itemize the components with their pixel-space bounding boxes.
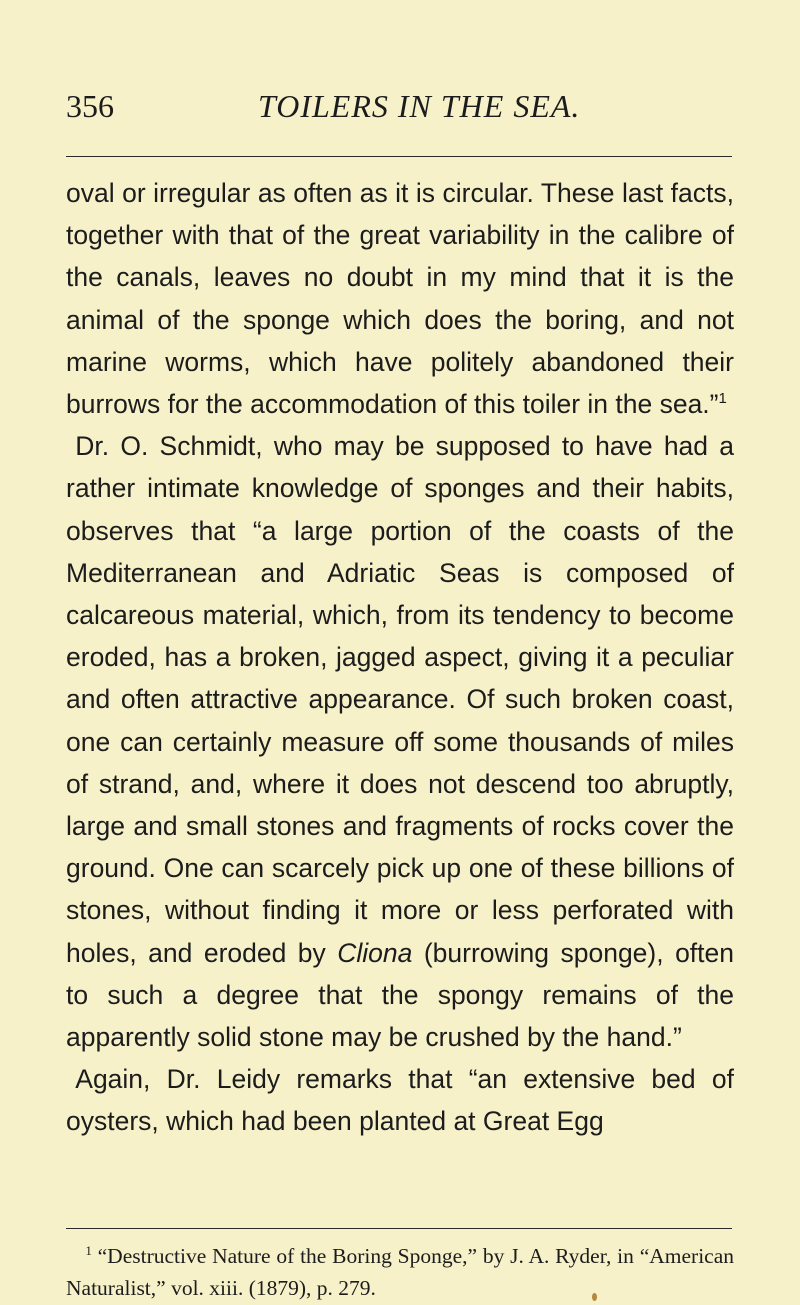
paragraph-2-text-end: (burrowing sponge), often to such a degree that the spongy remains of the apparently solid stone may be crushed by the hand.” <box>66 937 735 1053</box>
paragraph-3-text: Again, Dr. Leidy remarks that “an extensive bed of oysters, which had been planted at Great Egg <box>66 1064 734 1137</box>
paragraph-1 <box>66 172 734 425</box>
footnote-text: “Destructive Nature of the Boring Sponge,” by J. A. Ryder, in “American Naturalist,” vol. xiii. (1879), p. 279. <box>66 1244 734 1300</box>
running-title: TOILERS IN THE SEA. <box>258 88 581 124</box>
header-rule <box>66 156 732 157</box>
paragraph-1-text: oval or irregular as often as it is circular. These last facts, together with that of the great variability in the calibre of the canals, leaves no doubt in my mind that it is the animal of the sponge which does the boring, and not marine worms, which have politely abandoned their burrows for the accommodation of this toiler in the sea.” <box>66 178 734 420</box>
paragraph-3 <box>66 1058 734 1142</box>
paragraph-2 <box>66 425 734 1058</box>
genus-name: Cliona <box>337 937 413 968</box>
page-header <box>0 86 800 126</box>
footnote-rule <box>66 1228 732 1229</box>
footnote <box>66 1240 734 1304</box>
paper-speck <box>592 1293 597 1301</box>
body-text <box>66 172 734 1143</box>
paragraph-2-text-start: Dr. O. Schmidt, who may be supposed to have had a rather intimate knowledge of sponges and their habits, observes that “a large portion of the coasts of the Mediterranean and Adriatic Seas is composed of calcareous material, which, from its tendency to become eroded, has a broken, jagged aspect, giving it a peculiar and often attractive appearance. Of such broken coast, one can certainly measure off some thousands of miles of strand, and, where it does not descend too abruptly, large and small stones and fragments of rocks cover the ground. One can scarcely pick up one of these billions of stones, without finding it more or less perforated with holes, and eroded by <box>66 431 734 968</box>
footnote-mark: 1 <box>85 1243 92 1258</box>
footnote-reference[interactable]: 1 <box>718 390 727 408</box>
page-number: 356 <box>66 88 114 124</box>
